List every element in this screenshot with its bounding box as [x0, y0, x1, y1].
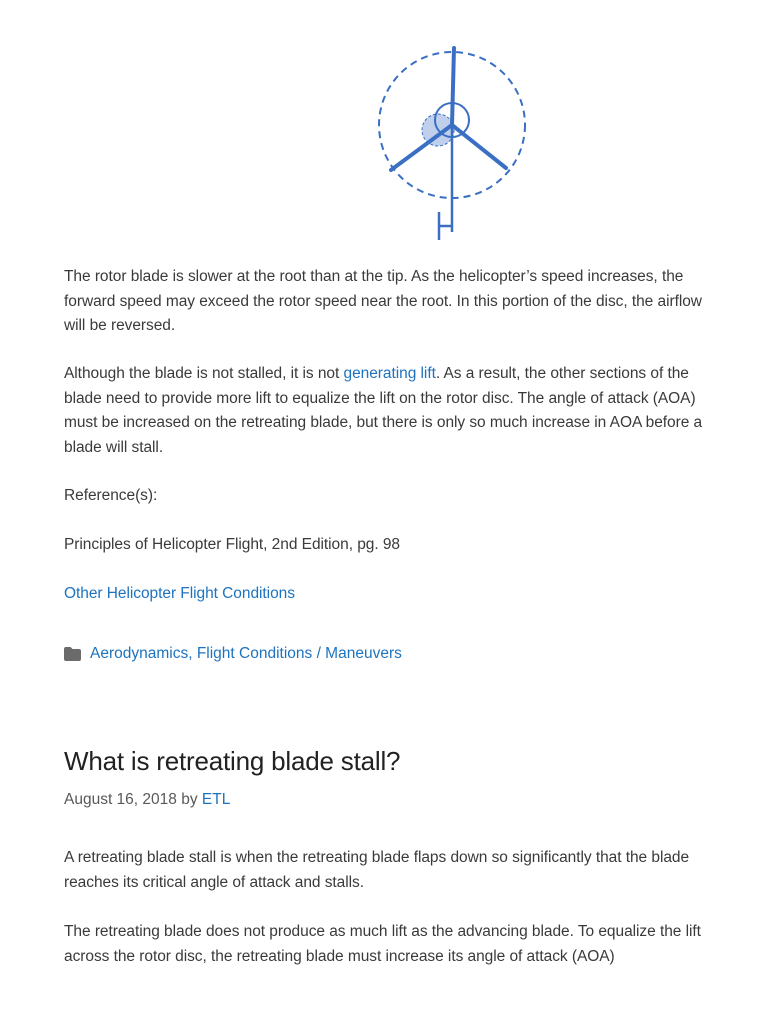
paragraph-text-end: . As a result, the other sections of the blade need to provide more lift to equalize the lift on the rotor disc. The angle of attack (AOA) must be increased on the retreating blade, but there is only so much increase in AOA before a blade will stall.: [64, 365, 703, 456]
references-label: Reference(s):: [64, 487, 158, 504]
post-categories: [64, 642, 402, 666]
folder-icon: [64, 647, 81, 661]
post-title[interactable]: What is retreating blade stall?: [64, 746, 401, 776]
rotor-disc-diagram: [364, 40, 534, 250]
paragraph-text-start: Although the blade is not stalled, it is not: [64, 365, 344, 382]
paragraph-retreating-blade-stall: A retreating blade stall is when the retreating blade flaps down so significantly that the blade reaches its critical angle of attack and stalls.: [64, 849, 690, 891]
paragraph-root-vs-tip: The rotor blade is slower at the root than at the tip. As the helicopter’s speed increases, the forward speed may exceed the rotor speed near the root. In this portion of the disc, the airflow will be reversed.: [64, 268, 702, 334]
paragraph-not-generating-lift: [64, 362, 709, 460]
post-date: August 16, 2018: [64, 791, 177, 808]
author-link[interactable]: ETL: [201, 791, 231, 808]
byline-by: by: [181, 791, 198, 808]
other-flight-conditions-link[interactable]: Other Helicopter Flight Conditions: [64, 585, 295, 602]
rotor-blade-up: [452, 48, 454, 125]
other-flight-conditions-paragraph: [64, 582, 295, 607]
generating-lift-link[interactable]: generating lift: [343, 365, 436, 382]
categories-link[interactable]: Aerodynamics, Flight Conditions / Maneuvers: [90, 645, 402, 662]
paragraph-retreating-blade-lift: The retreating blade does not produce as much lift as the advancing blade. To equalize the lift across the rotor disc, the retreating blade must increase its angle of attack (AOA): [64, 923, 701, 965]
post-meta: [64, 788, 230, 812]
reference-citation: Principles of Helicopter Flight, 2nd Edition, pg. 98: [64, 536, 401, 553]
rotor-blade-left: [391, 125, 452, 170]
rotor-blade-right: [452, 125, 506, 168]
